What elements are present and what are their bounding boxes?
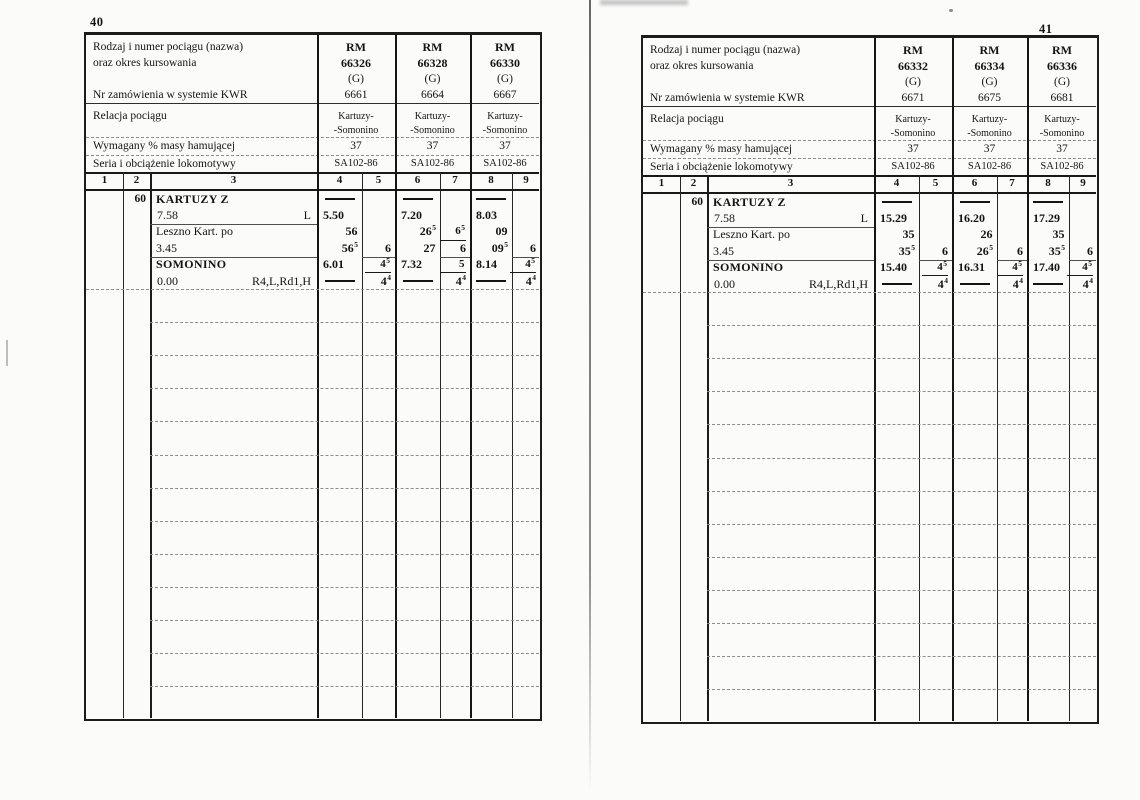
row-line [150, 388, 539, 389]
row-line [707, 424, 1096, 425]
row-line [707, 458, 1096, 459]
route-from: Kartuzy- [1044, 114, 1080, 125]
aux-value: 4 $^4$ [525, 272, 536, 288]
aux-value: 6 [1017, 243, 1023, 258]
arr-time: 17.40 [1033, 260, 1060, 275]
timetable-row [643, 260, 1097, 276]
pass-minute: 35 $^5$ [898, 242, 915, 258]
route-to: -Somonino [890, 128, 936, 139]
row-line [150, 322, 539, 323]
timetable-row [86, 273, 540, 289]
aux-value: 6 [460, 240, 466, 255]
col-number: 6 [971, 177, 978, 189]
route-from: Kartuzy- [338, 111, 374, 122]
km-and-note [707, 276, 874, 292]
relation-label: Relacja pociągu [93, 110, 167, 122]
no-time-dash [470, 191, 512, 207]
train-variant: (G) [981, 76, 998, 88]
timetable-row [643, 243, 1097, 259]
train-variant: (G) [348, 73, 364, 85]
train-kind-label: Rodzaj i numer pociągu (nazwa) [650, 44, 801, 56]
col-number: 5 [932, 177, 939, 189]
arr-time: 6.01 [323, 257, 344, 272]
no-time-dash [1027, 276, 1069, 292]
order-number-label: Nr zamówienia w systemie KWR [650, 92, 805, 104]
col-number: 2 [690, 177, 697, 189]
no-time-dash [874, 194, 919, 210]
row-line [150, 554, 539, 555]
route-from: Kartuzy- [487, 111, 523, 122]
dep-time: 15.29 [880, 211, 907, 226]
km-to: 0.00 [714, 276, 735, 291]
train-variant: (G) [1054, 76, 1070, 88]
train-variant: (G) [424, 73, 441, 85]
train-variant: (G) [905, 76, 921, 88]
timetable-row [86, 257, 540, 273]
pass-minute: 35 [1052, 227, 1065, 242]
grid-line [150, 257, 317, 258]
km-from: 7.58 [157, 208, 178, 223]
train-type: RM [422, 40, 443, 54]
no-time-dash [952, 194, 997, 210]
grid-line [919, 260, 952, 261]
relation-label: Relacja pociągu [650, 113, 724, 125]
page-number: 41 [1039, 22, 1053, 36]
scan-edge-mark [6, 340, 8, 366]
row-line [707, 524, 1096, 525]
col-number: 9 [1080, 177, 1086, 189]
row-line [150, 686, 539, 687]
pass-minute: 26 $^5$ [976, 242, 993, 258]
loco-series: SA102-86 [967, 161, 1012, 172]
train-type: RM [903, 43, 923, 57]
train-type: RM [1052, 43, 1072, 57]
dep-time: 17.29 [1033, 211, 1060, 226]
aux-value: 5 [440, 257, 470, 273]
timetable-row [86, 240, 540, 256]
km-and-note [150, 207, 317, 223]
station-to: SOMONINO [713, 260, 784, 275]
row-line [707, 391, 1096, 392]
no-time-dash [395, 273, 440, 289]
brake-percent: 37 [1056, 143, 1068, 155]
train-number: 66334 [974, 59, 1005, 73]
row-line [150, 521, 539, 522]
loco-series: SA102-86 [410, 158, 455, 169]
dep-time: 16.20 [958, 211, 985, 226]
train-kind-label2: oraz okres kursowania [650, 60, 754, 72]
kwr-number: 6667 [493, 89, 517, 101]
aux-value: 4 $^5$ [362, 257, 395, 273]
col-number: 4 [336, 174, 343, 186]
row-line [150, 455, 539, 456]
col-number: 5 [375, 174, 382, 186]
page-number: 40 [90, 15, 104, 29]
no-time-dash [1027, 194, 1069, 210]
grid-line [512, 257, 539, 258]
train-variant: (G) [497, 73, 513, 85]
brake-percent: 37 [907, 143, 919, 155]
train-kind-label: Rodzaj i numer pociągu (nazwa) [93, 41, 244, 53]
no-time-dash [317, 191, 362, 207]
scan-smudge [600, 0, 688, 5]
no-time-dash [317, 273, 362, 289]
aux-value: 4 $^4$ [380, 272, 391, 288]
aux-value: 6 [1087, 243, 1093, 258]
brake-percent: 37 [499, 140, 511, 152]
row-line [150, 421, 539, 422]
right-page [641, 22, 1099, 745]
timetable-row [643, 194, 1097, 210]
station-from: KARTUZY Z [156, 191, 229, 206]
route-notes: R4,L,Rd1,H [808, 276, 868, 291]
route-to: -Somonino [967, 128, 1012, 139]
via-point: Leszno Kart. po [156, 224, 233, 239]
kwr-number: 6664 [421, 89, 444, 101]
book-spine-fold [589, 0, 591, 792]
timetable-row [643, 276, 1097, 292]
train-number: 66332 [898, 59, 928, 73]
arr-time: 16.31 [958, 260, 985, 275]
train-number: 66326 [341, 56, 371, 70]
aux-value: 4 $^4$ [455, 272, 466, 288]
row-line [707, 325, 1096, 326]
loco-series: SA102-86 [1040, 161, 1084, 172]
aux-value: 4 $^4$ [1082, 275, 1093, 291]
train-number: 66328 [417, 56, 448, 70]
station-to: SOMONINO [156, 257, 227, 272]
aux-value [997, 227, 1027, 243]
aux-value: 4 $^4$ [937, 275, 948, 291]
grid-line [707, 260, 874, 261]
route-notes: R4,L,Rd1,H [251, 273, 311, 288]
scan-speck [949, 9, 953, 12]
pass-minute: 27 [423, 240, 436, 255]
timetable-row [643, 227, 1097, 243]
dep-time: 7.20 [401, 208, 422, 223]
row-line [150, 587, 539, 588]
aux-value [512, 224, 540, 240]
col-number: 7 [452, 174, 458, 186]
no-time-dash [874, 276, 919, 292]
row-line [643, 292, 1096, 293]
train-type: RM [495, 40, 515, 54]
route-to: -Somonino [1039, 128, 1085, 139]
col-number: 9 [523, 174, 529, 186]
row-line [150, 620, 539, 621]
kwr-number: 6681 [1050, 92, 1074, 104]
brake-percent: 37 [426, 140, 439, 152]
timetable-row [86, 207, 540, 223]
col-number: 7 [1009, 177, 1015, 189]
loco-label: Seria i obciążenie lokomotywy [650, 161, 793, 173]
col-number: 1 [101, 174, 108, 186]
route-from: Kartuzy- [414, 111, 451, 122]
col-number: 6 [414, 174, 421, 186]
km-from: 7.58 [714, 211, 735, 226]
pass-minute: 09 [495, 224, 508, 239]
via-point: Leszno Kart. po [713, 227, 790, 242]
train-type: RM [346, 40, 366, 54]
route-from: Kartuzy- [895, 114, 931, 125]
aux-value: 6 $^5$ [440, 224, 470, 240]
brake-percent: 37 [350, 140, 362, 152]
route-to: -Somonino [333, 125, 379, 136]
row-line [707, 590, 1096, 591]
row-line [707, 656, 1096, 657]
dep-time: 8.03 [476, 208, 497, 223]
left-page [84, 15, 542, 742]
grid-line [150, 224, 317, 225]
timetable-table [84, 32, 542, 721]
row-line [86, 289, 539, 290]
brake-mass-label: Wymagany % masy hamującej [650, 143, 793, 155]
aux-value: 4 $^5$ [1069, 260, 1097, 276]
timetable-row [86, 191, 540, 207]
km-to: 0.00 [157, 273, 178, 288]
grid-line [997, 260, 1027, 261]
timetable-row [643, 210, 1097, 226]
route-from: Kartuzy- [971, 114, 1008, 125]
train-number: 66336 [1047, 59, 1077, 73]
km-and-note [707, 210, 874, 226]
row-line [150, 488, 539, 489]
order-number-label: Nr zamówienia w systemie KWR [93, 89, 248, 101]
route-to: -Somonino [482, 125, 528, 136]
col-number: 8 [488, 174, 494, 186]
kwr-number: 6661 [344, 89, 368, 101]
track-note: L [860, 211, 868, 226]
pass-minute: 26 $^5$ [419, 223, 436, 239]
pass-minute: 56 $^5$ [341, 239, 358, 255]
train-number: 66330 [490, 56, 520, 70]
track-note: L [303, 208, 311, 223]
timetable-row [86, 224, 540, 240]
arr-time: 15.40 [880, 260, 907, 275]
aux-value: 6 [942, 243, 948, 258]
aux-value [362, 224, 395, 240]
loco-series: SA102-86 [891, 161, 935, 172]
grid-line [707, 227, 874, 228]
arr-time: 8.14 [476, 257, 497, 272]
col-number: 8 [1045, 177, 1051, 189]
row-number: 60 [691, 196, 703, 209]
kwr-number: 6675 [978, 92, 1001, 104]
grid-line [362, 257, 395, 258]
km-and-note [150, 273, 317, 289]
row-line [150, 355, 539, 356]
pass-minute: 26 [980, 227, 993, 242]
km-via: 3.45 [156, 240, 177, 255]
pass-minute: 35 $^5$ [1048, 242, 1065, 258]
grid-line [440, 257, 470, 258]
dep-time: 5.50 [323, 208, 344, 223]
aux-value: 4 $^5$ [512, 257, 540, 273]
aux-value: 6 [530, 240, 536, 255]
col-number: 3 [230, 174, 237, 186]
pass-minute: 56 [345, 224, 358, 239]
aux-value: 4 $^5$ [997, 260, 1027, 276]
row-line [707, 689, 1096, 690]
route-to: -Somonino [410, 125, 455, 136]
row-number: 60 [134, 193, 146, 206]
loco-series: SA102-86 [334, 158, 378, 169]
km-via: 3.45 [713, 243, 734, 258]
col-number: 1 [658, 177, 665, 189]
station-from: KARTUZY Z [713, 194, 786, 209]
train-kind-label2: oraz okres kursowania [93, 57, 197, 69]
aux-value: 4 $^5$ [919, 260, 952, 276]
aux-value [1069, 227, 1097, 243]
pass-minute: 35 [902, 227, 915, 242]
grid-line [1069, 260, 1096, 261]
brake-mass-label: Wymagany % masy hamującej [93, 140, 236, 152]
arr-time: 7.32 [401, 257, 422, 272]
loco-series: SA102-86 [483, 158, 527, 169]
aux-value [919, 227, 952, 243]
aux-value: 6 [385, 240, 391, 255]
row-line [707, 557, 1096, 558]
col-number: 3 [787, 177, 794, 189]
brake-percent: 37 [983, 143, 996, 155]
row-line [707, 491, 1096, 492]
timetable-table [641, 35, 1099, 724]
no-time-dash [952, 276, 997, 292]
train-type: RM [979, 43, 1000, 57]
kwr-number: 6671 [901, 92, 925, 104]
pass-minute: 09 $^5$ [491, 239, 508, 255]
col-number: 4 [893, 177, 900, 189]
row-line [707, 623, 1096, 624]
row-line [150, 653, 539, 654]
no-time-dash [470, 273, 512, 289]
row-line [707, 358, 1096, 359]
loco-label: Seria i obciążenie lokomotywy [93, 158, 236, 170]
no-time-dash [395, 191, 440, 207]
col-number: 2 [133, 174, 140, 186]
aux-value: 4 $^4$ [1012, 275, 1023, 291]
